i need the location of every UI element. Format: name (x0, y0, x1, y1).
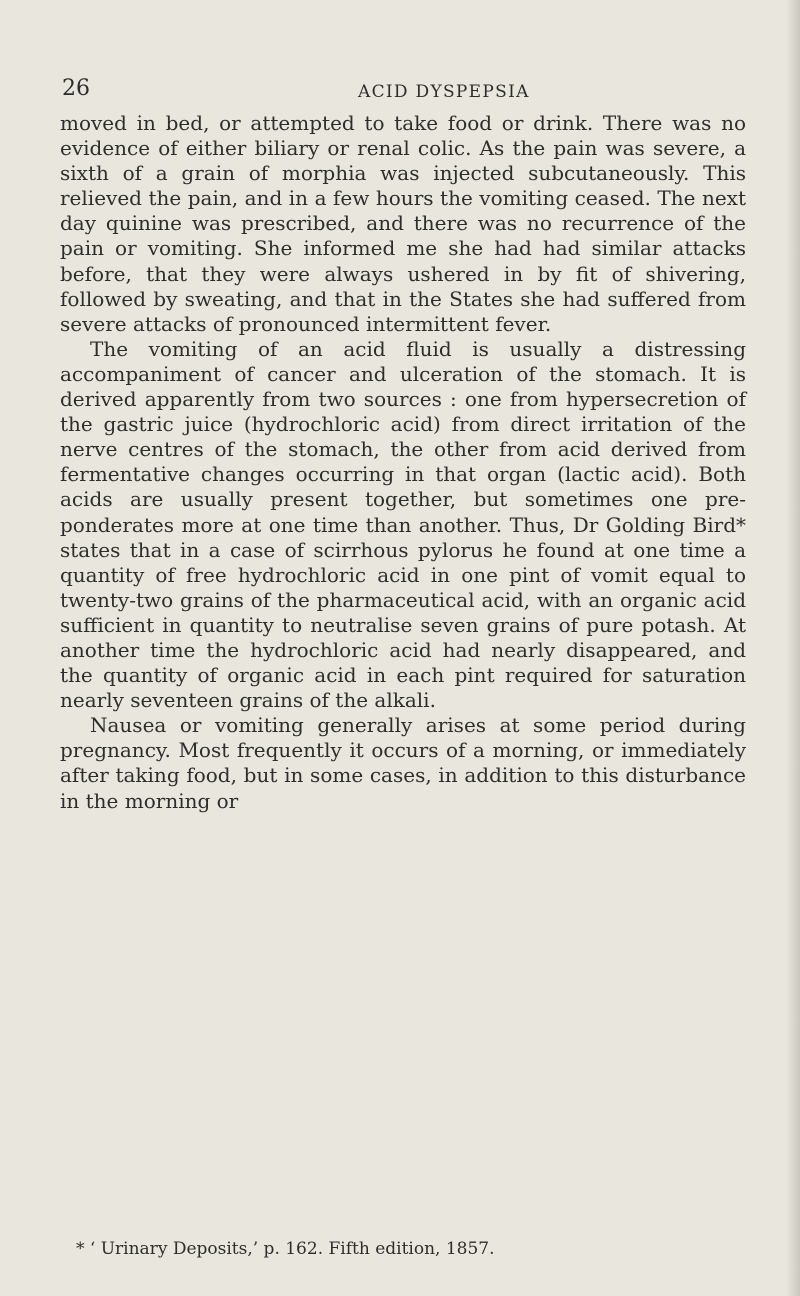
running-head: ACID DYSPEPSIA (358, 82, 530, 102)
paragraph: The vomiting of an acid fluid is usually a distressing accompaniment of cancer and ulceration of the stomach. It is derived apparently from two sources : one from hypersecretion of the gastric juice (hydrochloric acid) from direct irritation of the nerve centres of the stomach, the other from acid derived from fermentative changes occurring in that organ (lactic acid). Both acids are usually present together, but sometimes one preponderates more at one time than another. Thus, Dr Golding Bird* states that in a case of scirrhous pylorus he found at one time a quantity of free hydrochloric acid in one pint of vomit equal to twenty-two grains of the pharmaceutical acid, with an organic acid sufficient in quantity to neutralise seven grains of pure potash. At another time the hydrochloric acid had nearly disappeared, and the quantity of organic acid in each pint required for saturation nearly seventeen grains of the alkali. (60, 336, 746, 713)
footnote: * ‘ Urinary Deposits,’ p. 162. Fifth edition, 1857. (76, 1239, 495, 1259)
page-number: 26 (62, 76, 90, 101)
paragraph: Nausea or vomiting generally arises at some period during pregnancy. Most frequently it occurs of a morning, or immediately after taking food, but in some cases, in addition to this disturbance in the morning or (60, 713, 746, 813)
body-text (60, 111, 746, 814)
page-edge-shadow (786, 0, 800, 1296)
page-header (62, 76, 740, 106)
paragraph: moved in bed, or attempted to take food or drink. There was no evidence of either biliary or renal colic. As the pain was severe, a sixth of a grain of morphia was injected subcutaneously. This relieved the pain, and in a few hours the vomiting ceased. The next day quinine was prescribed, and there was no recurrence of the pain or vomiting. She informed me she had had similar attacks before, that they were always ushered in by fit of shivering, followed by sweating, and that in the States she had suffered from severe attacks of pronounced intermittent fever. (60, 111, 746, 336)
